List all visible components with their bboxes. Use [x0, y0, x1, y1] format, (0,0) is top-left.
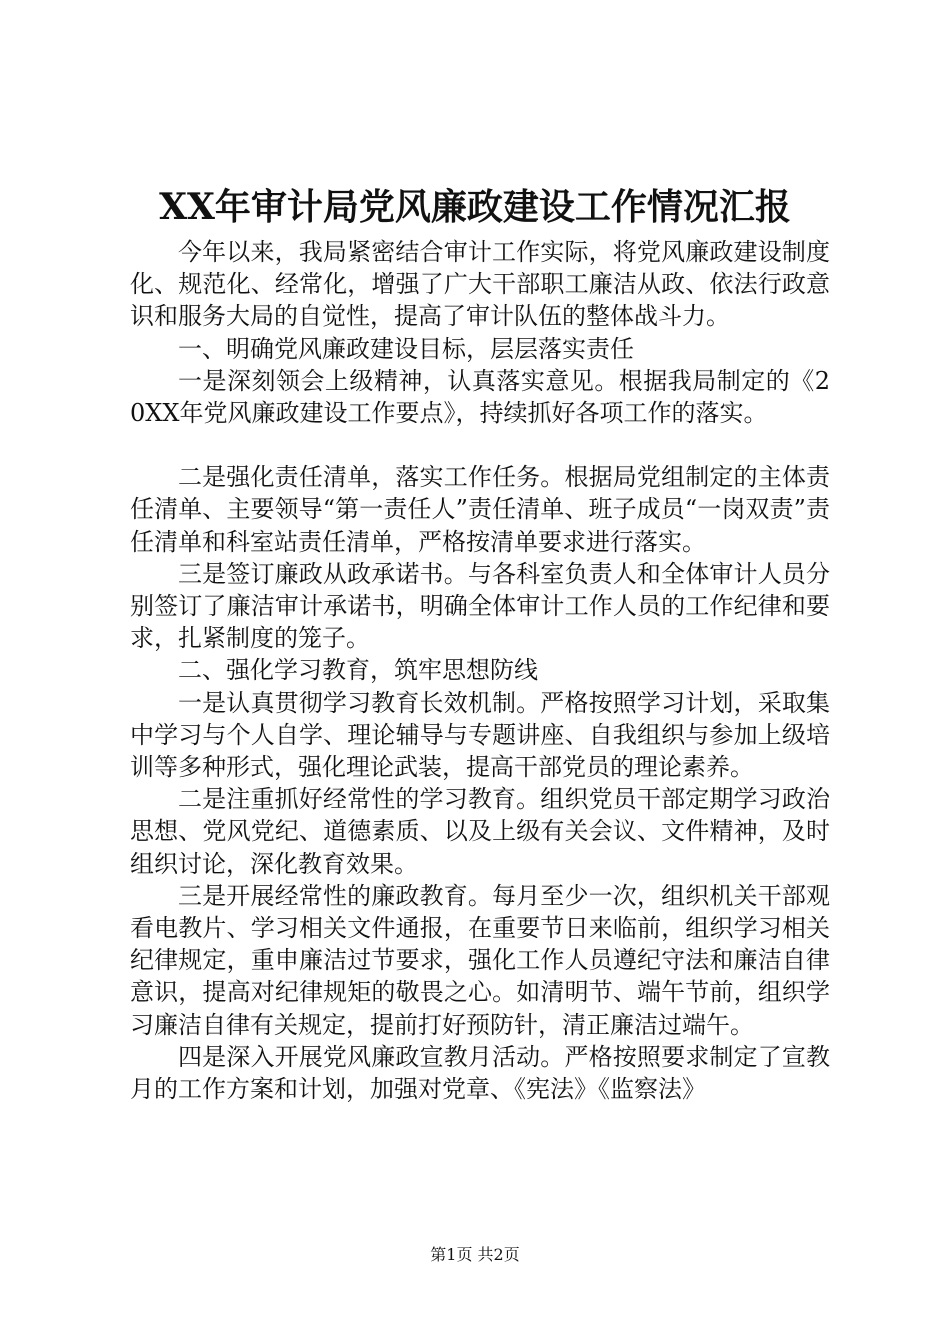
- paragraph-1-2: 二是强化责任清单，落实工作任务。根据局党组制定的主体责任清单、主要领导“第一责任人”责任清单、班子成员“一岗双责”责任清单和科室站责任清单，严格按清单要求进行落实。: [130, 463, 830, 556]
- paragraph-1-3: 三是签订廉政从政承诺书。与各科室负责人和全体审计人员分别签订了廉洁审计承诺书，明确全体审计工作人员的工作纪律和要求，扎紧制度的笼子。: [130, 559, 830, 653]
- page-number: 第1页 共2页: [430, 1245, 520, 1264]
- section-heading-1: 一、明确党风廉政建设目标，层层落实责任: [178, 334, 634, 363]
- paragraph-1-1: 一是深刻领会上级精神，认真落实意见。根据我局制定的《20XX年党风廉政建设工作要点》，持续抓好各项工作的落实。: [130, 366, 830, 428]
- paragraph-2-4: 四是深入开展党风廉政宣教月活动。严格按照要求制定了宣教月的工作方案和计划，加强对党章、《宪法》《监察法》: [130, 1042, 830, 1104]
- paragraph-2-1: 一是认真贯彻学习教育长效机制。严格按照学习计划，采取集中学习与个人自学、理论辅导与专题讲座、自我组织与参加上级培训等多种形式，强化理论武装，提高干部党员的理论素养。: [130, 688, 830, 782]
- document-body: [130, 236, 830, 1105]
- paragraph-2-2: 二是注重抓好经常性的学习教育。组织党员干部定期学习政治思想、党风党纪、道德素质、以及上级有关会议、文件精神，及时组织讨论，深化教育效果。: [130, 785, 830, 878]
- document-title: XX年审计局党风廉政建设工作情况汇报: [159, 186, 791, 228]
- paragraph-intro: 今年以来，我局紧密结合审计工作实际，将党风廉政建设制度化、规范化、经常化，增强了广大干部职工廉洁从政、依法行政意识和服务大局的自觉性，提高了审计队伍的整体战斗力。: [130, 238, 830, 331]
- paragraph-2-3: 三是开展经常性的廉政教育。每月至少一次，组织机关干部观看电教片、学习相关文件通报，在重要节日来临前，组织学习相关纪律规定，重申廉洁过节要求，强化工作人员遵纪守法和廉洁自律意识，提高对纪律规矩的敬畏之心。如清明节、端午节前，组织学习廉洁自律有关规定，提前打好预防针，清正廉洁过端午。: [130, 881, 830, 1039]
- section-heading-2: 二、强化学习教育，筑牢思想防线: [178, 656, 538, 685]
